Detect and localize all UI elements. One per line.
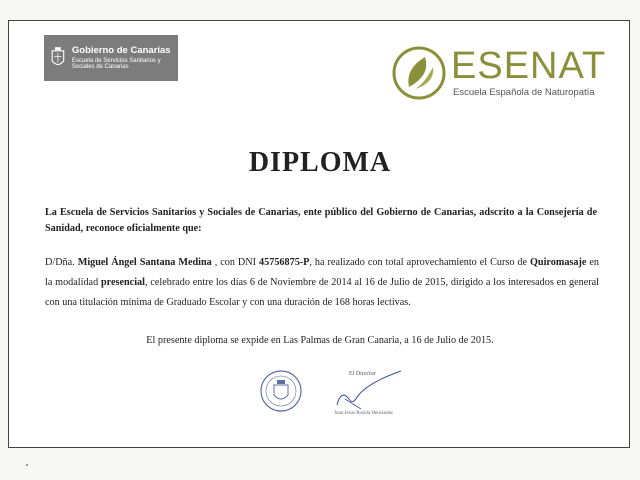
gov-subtitle: Escuela de Servicios Sanitarios y Sociales de Canarias — [71, 57, 161, 70]
signer-name: Juan Jesús Rosida Hernández — [334, 411, 394, 416]
official-seal-icon — [259, 367, 303, 415]
esenat-brand: ESENAT — [451, 45, 607, 87]
recipient-name: Miguel Ángel Santana Medina — [77, 257, 212, 268]
gobierno-canarias-logo — [44, 35, 178, 81]
diploma-title: DIPLOMA — [248, 147, 392, 178]
dni-label: , con DNI — [214, 257, 257, 268]
esenat-subtitle: Escuela Española de Naturopatía — [453, 87, 595, 98]
prefix: D/Dña. — [45, 257, 75, 268]
director-label: El Director — [349, 371, 376, 377]
body-text-3: , celebrado entre los días 6 de Noviembre de 2014 al 16 de Julio de 2015, dirigido a los interesados en general con una titulación mínima de Graduado Escolar y con una duración de 168 horas lectivas. — [45, 277, 600, 308]
issued-line: El presente diploma se expide en Las Palmas de Gran Canaria, a 16 de Julio de 2015. — [146, 335, 494, 346]
dni-number: 45756875-P — [259, 257, 310, 268]
coat-of-arms-icon — [50, 42, 66, 74]
body-text-2: en la modalidad — [45, 257, 600, 288]
handwritten-signature — [327, 369, 407, 413]
course-name: Quiromasaje — [530, 257, 587, 268]
leaf-circle-icon — [391, 45, 447, 101]
esenat-logo — [391, 41, 611, 105]
body-text-1: , ha realizado con total aprovechamiento el Curso de — [309, 257, 528, 268]
scan-speck — [26, 464, 28, 466]
gov-name: Gobierno de Canarias — [71, 44, 171, 56]
modality: presencial — [101, 277, 145, 288]
body-paragraph — [45, 253, 599, 313]
intro-paragraph: La Escuela de Servicios Sanitarios y Sociales de Canarias, ente público del Gobierno de Canarias, adscrito a la Consejería de Sanidad, reconoce oficialmente que: — [45, 207, 597, 234]
diploma-frame — [8, 20, 630, 448]
